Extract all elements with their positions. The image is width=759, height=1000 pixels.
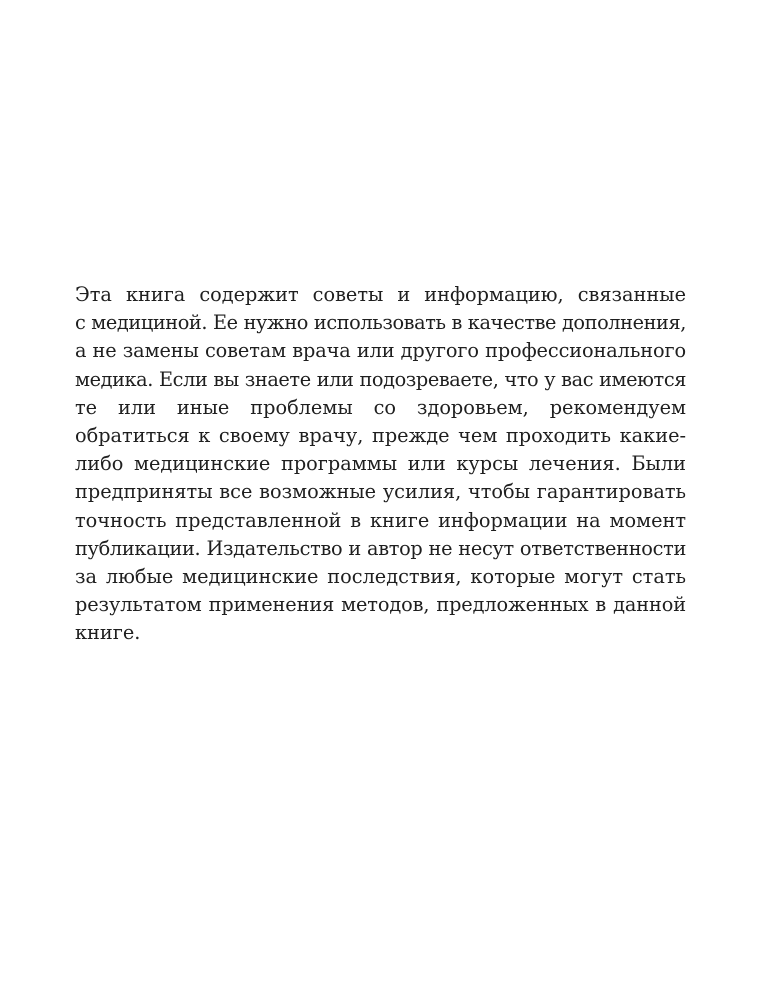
disclaimer-line: предприняты все возможные усилия, чтобы гарантировать <box>75 480 686 504</box>
disclaimer-line: с медициной. Ее нужно использовать в качестве дополнения, <box>75 311 686 335</box>
disclaimer-line: обратиться к своему врачу, прежде чем проходить какие- <box>75 423 686 447</box>
disclaimer-line: те или иные проблемы со здоровьем, рекомендуем <box>75 395 686 419</box>
disclaimer-line: точность представленной в книге информации на момент <box>75 508 686 532</box>
disclaimer-line: результатом применения методов, предложенных в данной <box>75 593 686 617</box>
disclaimer-line: за любые медицинские последствия, которые могут стать <box>75 564 686 588</box>
disclaimer-line: либо медицинские программы или курсы лечения. Были <box>75 452 686 476</box>
disclaimer-line: публикации. Издательство и автор не несут ответственности <box>75 536 686 560</box>
disclaimer-line: Эта книга содержит советы и информацию, связанные <box>75 283 686 306</box>
disclaimer-line: а не замены советам врача или другого профессионального <box>75 339 686 363</box>
disclaimer-line-last: книге. <box>75 621 141 645</box>
disclaimer-line: медика. Если вы знаете или подозреваете, что у вас имеются <box>75 367 686 391</box>
medical-disclaimer-paragraph <box>75 281 686 647</box>
